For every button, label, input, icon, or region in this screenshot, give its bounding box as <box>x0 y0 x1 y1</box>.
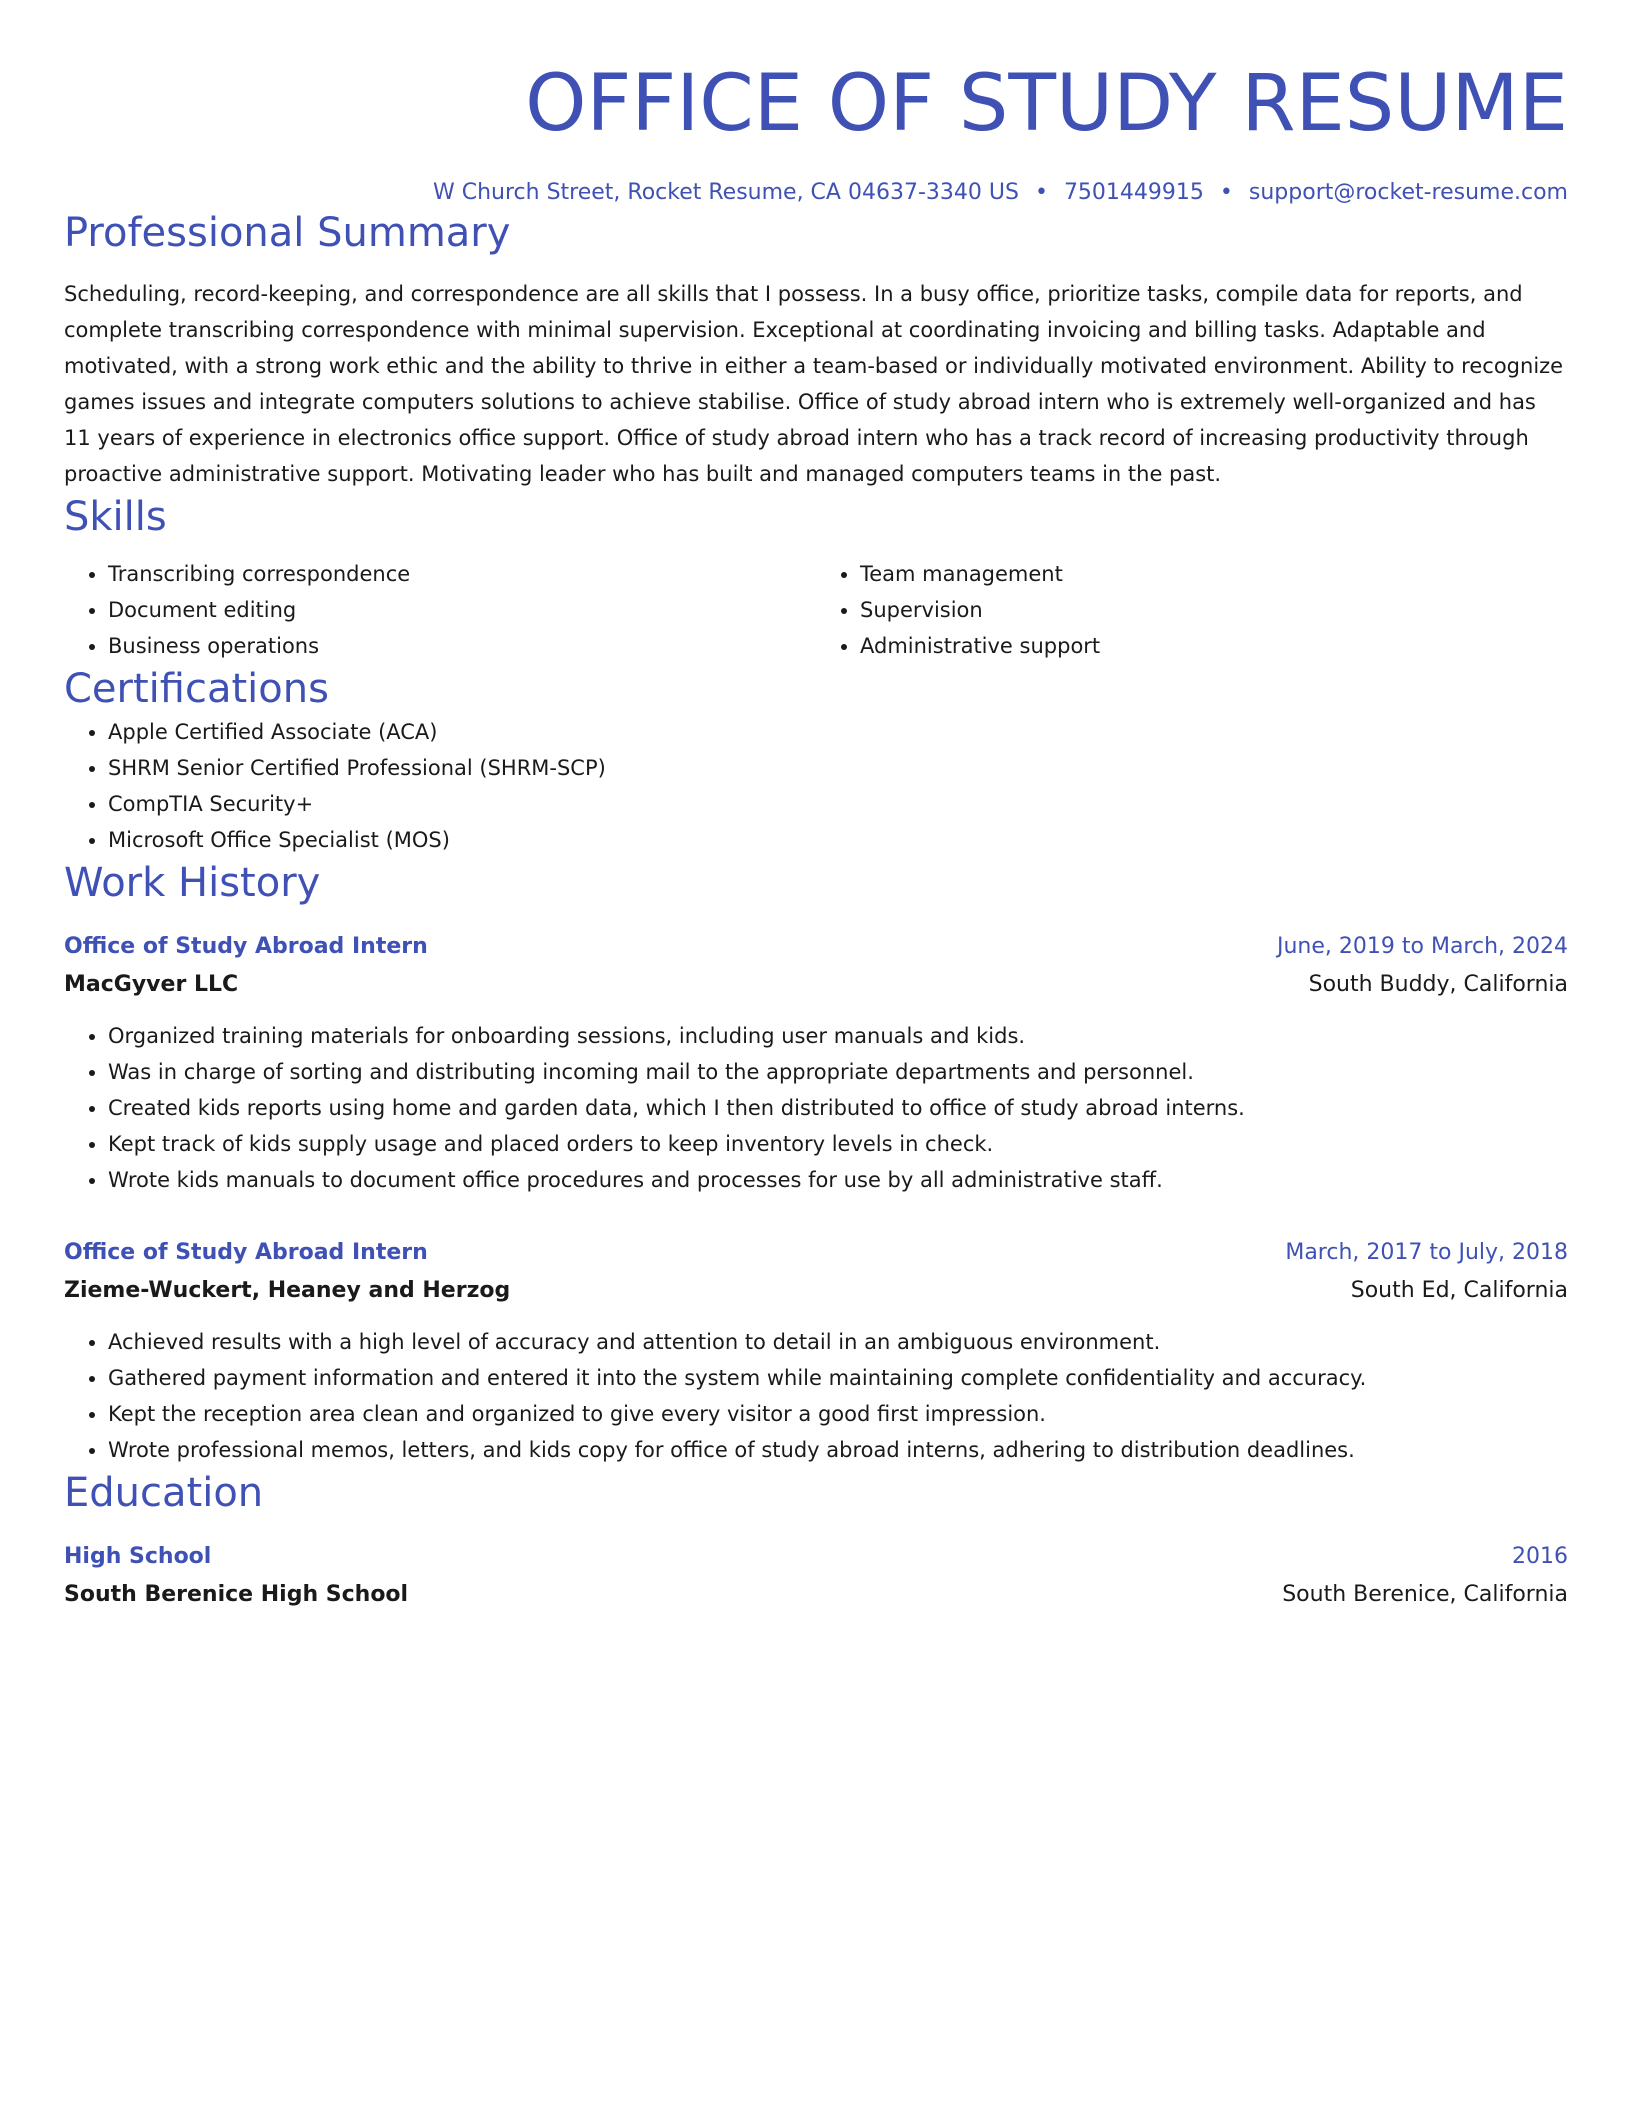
contact-line <box>64 178 1568 208</box>
skill-item: • Administrative support <box>860 628 1568 664</box>
separator-dot: • <box>1034 180 1048 205</box>
summary-text: Scheduling, record-keeping, and correspondence are all skills that I possess. In a busy office, prioritize tasks, compile data for reports, and complete transcribing correspondence with minimal supervision. Exceptional at coordinating invoicing and billing tasks. Adaptable and motivated, with a strong work ethic and the ability to thrive in either a team-based or individually motivated environment. Ability to recognize games issues and integrate computers solutions to achieve stabilise. Office of study abroad intern who is extremely well-organized and has 11 years of experience in electronics office support. Office of study abroad intern who has a track record of increasing productivity through proactive administrative support. Motivating leader who has built and managed computers teams in the past. <box>64 282 1564 486</box>
job-title-row <box>64 1234 1568 1272</box>
job-duty: • Kept track of kids supply usage and placed orders to keep inventory levels in check. <box>108 1126 1568 1162</box>
skill-item: • Supervision <box>860 592 1568 628</box>
certifications-list <box>64 714 1568 858</box>
resume-page <box>64 0 1568 1614</box>
certification-item: • Apple Certified Associate (ACA) <box>108 714 1568 750</box>
job-company-row <box>64 966 1568 1004</box>
certification-item: • Microsoft Office Specialist (MOS) <box>108 822 1568 858</box>
separator-dot: • <box>1219 180 1233 205</box>
job-duty: • Achieved results with a high level of accuracy and attention to detail in an ambiguous environment. <box>108 1324 1568 1360</box>
job-title-row <box>64 928 1568 966</box>
job-role: Office of Study Abroad Intern <box>64 934 428 959</box>
job-dates: June, 2019 to March, 2024 <box>1277 934 1568 959</box>
contact-email: support@rocket-resume.com <box>1248 180 1568 205</box>
job-dates: March, 2017 to July, 2018 <box>1285 1240 1568 1265</box>
job-company: Zieme-Wuckert, Heaney and Herzog <box>64 1278 511 1303</box>
summary-heading: Professional Summary <box>64 210 511 256</box>
job-duty: • Wrote kids manuals to document office procedures and processes for use by all administrative staff. <box>108 1162 1568 1198</box>
education-school: South Berenice High School <box>64 1582 409 1607</box>
skill-item: • Business operations <box>108 628 816 664</box>
job-duties-list <box>64 1018 1568 1198</box>
job-duty: • Wrote professional memos, letters, and kids copy for office of study abroad interns, adhering to distribution deadlines. <box>108 1432 1568 1468</box>
job-duty: • Created kids reports using home and garden data, which I then distributed to office of study abroad interns. <box>108 1090 1568 1126</box>
job-role: Office of Study Abroad Intern <box>64 1240 428 1265</box>
resume-title: OFFICE OF STUDY RESUME <box>525 59 1568 149</box>
skills-columns <box>64 556 1568 664</box>
work-history-heading: Work History <box>64 860 321 906</box>
certification-item: • SHRM Senior Certified Professional (SHRM-SCP) <box>108 750 1568 786</box>
education-location: South Berenice, California <box>1282 1582 1568 1607</box>
job-location: South Buddy, California <box>1308 972 1568 997</box>
contact-phone: 7501449915 <box>1063 180 1204 205</box>
certifications-heading: Certifications <box>64 666 329 712</box>
job-entry <box>64 1234 1568 1468</box>
skill-item: • Team management <box>860 556 1568 592</box>
job-duty: • Kept the reception area clean and organized to give every visitor a good first impression. <box>108 1396 1568 1432</box>
education-year: 2016 <box>1512 1544 1568 1569</box>
contact-address: W Church Street, Rocket Resume, CA 04637-3340 US <box>432 180 1019 205</box>
education-degree-row <box>64 1538 1568 1576</box>
education-degree: High School <box>64 1544 212 1569</box>
skill-item: • Document editing <box>108 592 816 628</box>
job-duty: • Organized training materials for onboarding sessions, including user manuals and kids. <box>108 1018 1568 1054</box>
education-heading: Education <box>64 1470 264 1516</box>
job-company: MacGyver LLC <box>64 972 239 997</box>
skill-item: • Transcribing correspondence <box>108 556 816 592</box>
skills-heading: Skills <box>64 494 167 540</box>
certification-item: • CompTIA Security+ <box>108 786 1568 822</box>
skills-left-list <box>64 556 816 664</box>
education-school-row <box>64 1576 1568 1614</box>
job-duty: • Was in charge of sorting and distributing incoming mail to the appropriate departments and personnel. <box>108 1054 1568 1090</box>
job-duties-list <box>64 1324 1568 1468</box>
job-location: South Ed, California <box>1350 1278 1568 1303</box>
education-entry <box>64 1538 1568 1614</box>
job-entry <box>64 928 1568 1198</box>
job-company-row <box>64 1272 1568 1310</box>
skills-right-list <box>816 556 1568 664</box>
job-duty: • Gathered payment information and entered it into the system while maintaining complete confidentiality and accuracy. <box>108 1360 1568 1396</box>
